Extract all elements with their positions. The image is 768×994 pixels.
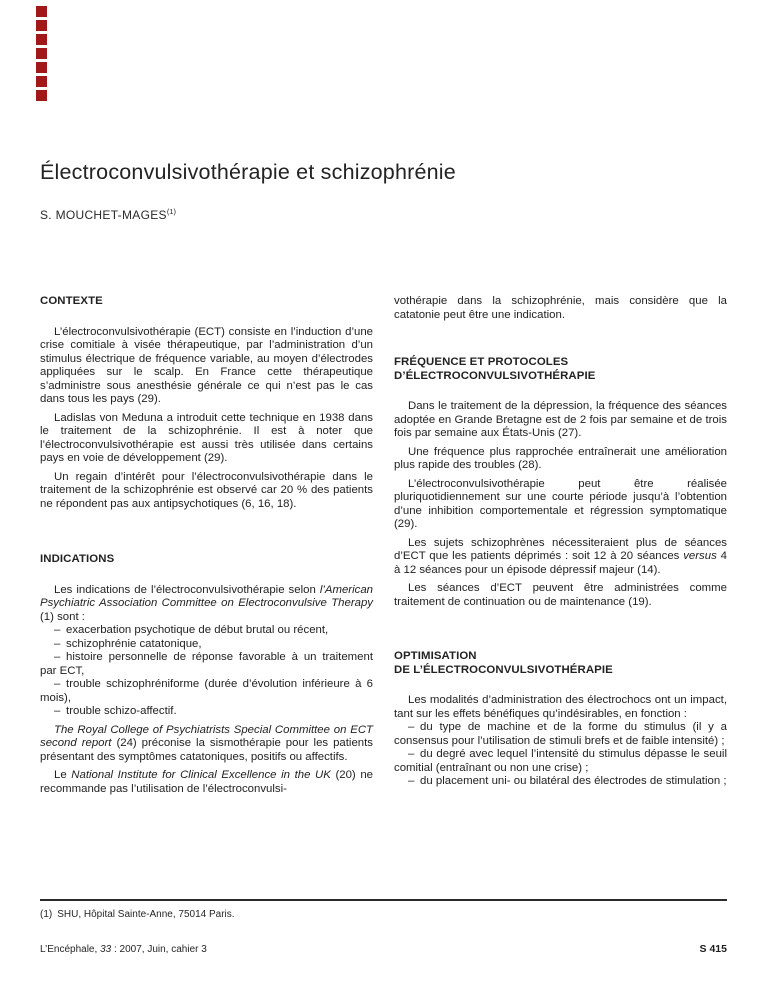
journal-reference <box>40 944 207 955</box>
footnote: (1) SHU, Hôpital Sainte-Anne, 75014 Paris. <box>40 909 235 920</box>
paragraph-continuation: vothérapie dans la schizophrénie, mais considère que la catatonie peut être une indication. <box>394 295 727 321</box>
text-run: 4 à 12 séances pour un épisode dépressif majeur (14). <box>394 550 727 576</box>
heading-line: OPTIMISATION <box>394 650 477 662</box>
page-title: Électroconvulsivothérapie et schizophrénie <box>40 160 456 184</box>
paragraph: Dans le traitement de la dépression, la fréquence des séances adoptée en Grande Bretagne est de 2 fois par semaine et de trois fois par semaine aux États-Unis (27). <box>394 400 727 439</box>
paragraph <box>40 584 373 625</box>
italic-citation: l’American Psychiatric Association Committee on Electroconvulsive Therapy <box>40 583 373 609</box>
italic-citation: National Institute for Clinical Excellence in the UK <box>71 769 331 781</box>
text-run: Le <box>54 769 72 781</box>
text-run: L’Encéphale, <box>40 944 101 955</box>
list-item: – histoire personnelle de réponse favorable à un traitement par ECT, <box>40 651 373 677</box>
paragraph: Ladislas von Meduna a introduit cette technique en 1938 dans le traitement de la schizophrénie. Il est à noter que l’électroconvulsivothérapie est aussi très utilisée dans certains pays en voie de développement (29). <box>40 411 373 464</box>
text-run: Les sujets schizophrènes nécessiteraient plus de séances d’ECT que les patients déprimés : soit 12 à 20 séances <box>394 536 727 562</box>
list-item: – schizophrénie catatonique, <box>54 637 202 650</box>
footnote-rule <box>40 899 727 901</box>
text-run: : 2007, Juin, cahier 3 <box>111 944 207 955</box>
red-square-icon <box>36 62 47 73</box>
italic-term: versus <box>683 550 717 562</box>
list-item: – du degré avec lequel l’intensité du stimulus dépasse le seuil comitial (entraînant ou non une crise) ; <box>394 748 727 774</box>
volume-number: 33 <box>100 944 112 955</box>
paragraph: L’électroconvulsivothérapie peut être réalisée pluriquotidiennement sur une courte période jusqu’à l’obtention d’une inhibition comportementale et régression symptomatique (29). <box>394 477 727 530</box>
paragraph: Une fréquence plus rapprochée entraînerait une amélioration plus rapide des troubles (28). <box>394 445 727 471</box>
left-column <box>40 295 373 796</box>
paragraph: Les séances d’ECT peuvent être administrées comme traitement de continuation ou de maintenance (19). <box>394 582 727 608</box>
paragraph: L’électroconvulsivothérapie (ECT) consiste en l’induction d’une crise comitiale à visée thérapeutique, par l’administration d’un stimulus électrique de fréquence variable, au moyen d’électrodes appliquées sur le scalp. En France cette thérapeutique s’administre sous anesthésie générale ce qui n’est pas le cas dans tous les pays (29). <box>40 325 373 405</box>
list-item: – du type de machine et de la forme du stimulus (il y a consensus pour l’utilisation de stimuli brefs et de faible intensité) ; <box>394 721 727 747</box>
red-square-icon <box>36 48 47 59</box>
author-name: S. MOUCHET-MAGES <box>40 208 167 222</box>
list-item: – exacerbation psychotique de début brutal ou récent, <box>54 624 329 636</box>
author-line <box>40 207 176 222</box>
paragraph: Les modalités d’administration des électrochocs ont un impact, tant sur les effets bénéfiques qu’indésirables, en fonction : <box>394 694 727 720</box>
text-run: (24) préconise la sismothérapie pour les patients présentant des symptômes catatoniques, positifs ou affectifs. <box>40 737 373 763</box>
page-number: S 415 <box>699 943 727 955</box>
heading-line: FRÉQUENCE ET PROTOCOLES <box>394 356 569 368</box>
article-body <box>40 295 727 796</box>
text-run: Les indications de l’électroconvulsivothérapie selon <box>54 583 320 596</box>
paragraph: Un regain d’intérêt pour l’électroconvulsivothérapie dans le traitement de la schizophrénie est observé car 20 % des patients ne répondent pas aux antipsychotiques (6, 16, 18). <box>40 470 373 510</box>
section-heading-frequence <box>394 356 727 383</box>
section-heading-indications: INDICATIONS <box>40 553 115 565</box>
list-item: – du placement uni- ou bilatéral des électrodes de stimulation ; <box>408 775 727 787</box>
red-square-icon <box>36 6 47 17</box>
text-run: (1) sont : <box>40 610 85 623</box>
heading-line: D’ÉLECTROCONVULSIVOTHÉRAPIE <box>394 369 596 382</box>
section-heading-optimisation <box>394 650 727 677</box>
paragraph <box>394 537 727 578</box>
paragraph <box>40 724 373 765</box>
text-run: (20) ne recommande pas l’utilisation de l’électroconvulsi- <box>40 769 373 795</box>
section-heading-contexte: CONTEXTE <box>40 295 103 307</box>
italic-citation: The Royal College of Psychiatrists Special Committee on ECT second report <box>40 723 373 749</box>
author-footnote-ref: (1) <box>166 207 176 216</box>
red-square-icon <box>36 20 47 31</box>
right-column <box>394 295 727 796</box>
paragraph <box>40 769 373 796</box>
heading-line: DE L’ÉLECTROCONVULSIVOTHÉRAPIE <box>394 663 613 676</box>
red-square-icon <box>36 90 47 101</box>
list-item: – trouble schizophréniforme (durée d’évolution inférieure à 6 mois), <box>40 678 373 704</box>
list-item: – trouble schizo-affectif. <box>54 705 177 717</box>
red-square-icon <box>36 34 47 45</box>
annotation-marks <box>36 6 47 101</box>
red-square-icon <box>36 76 47 87</box>
